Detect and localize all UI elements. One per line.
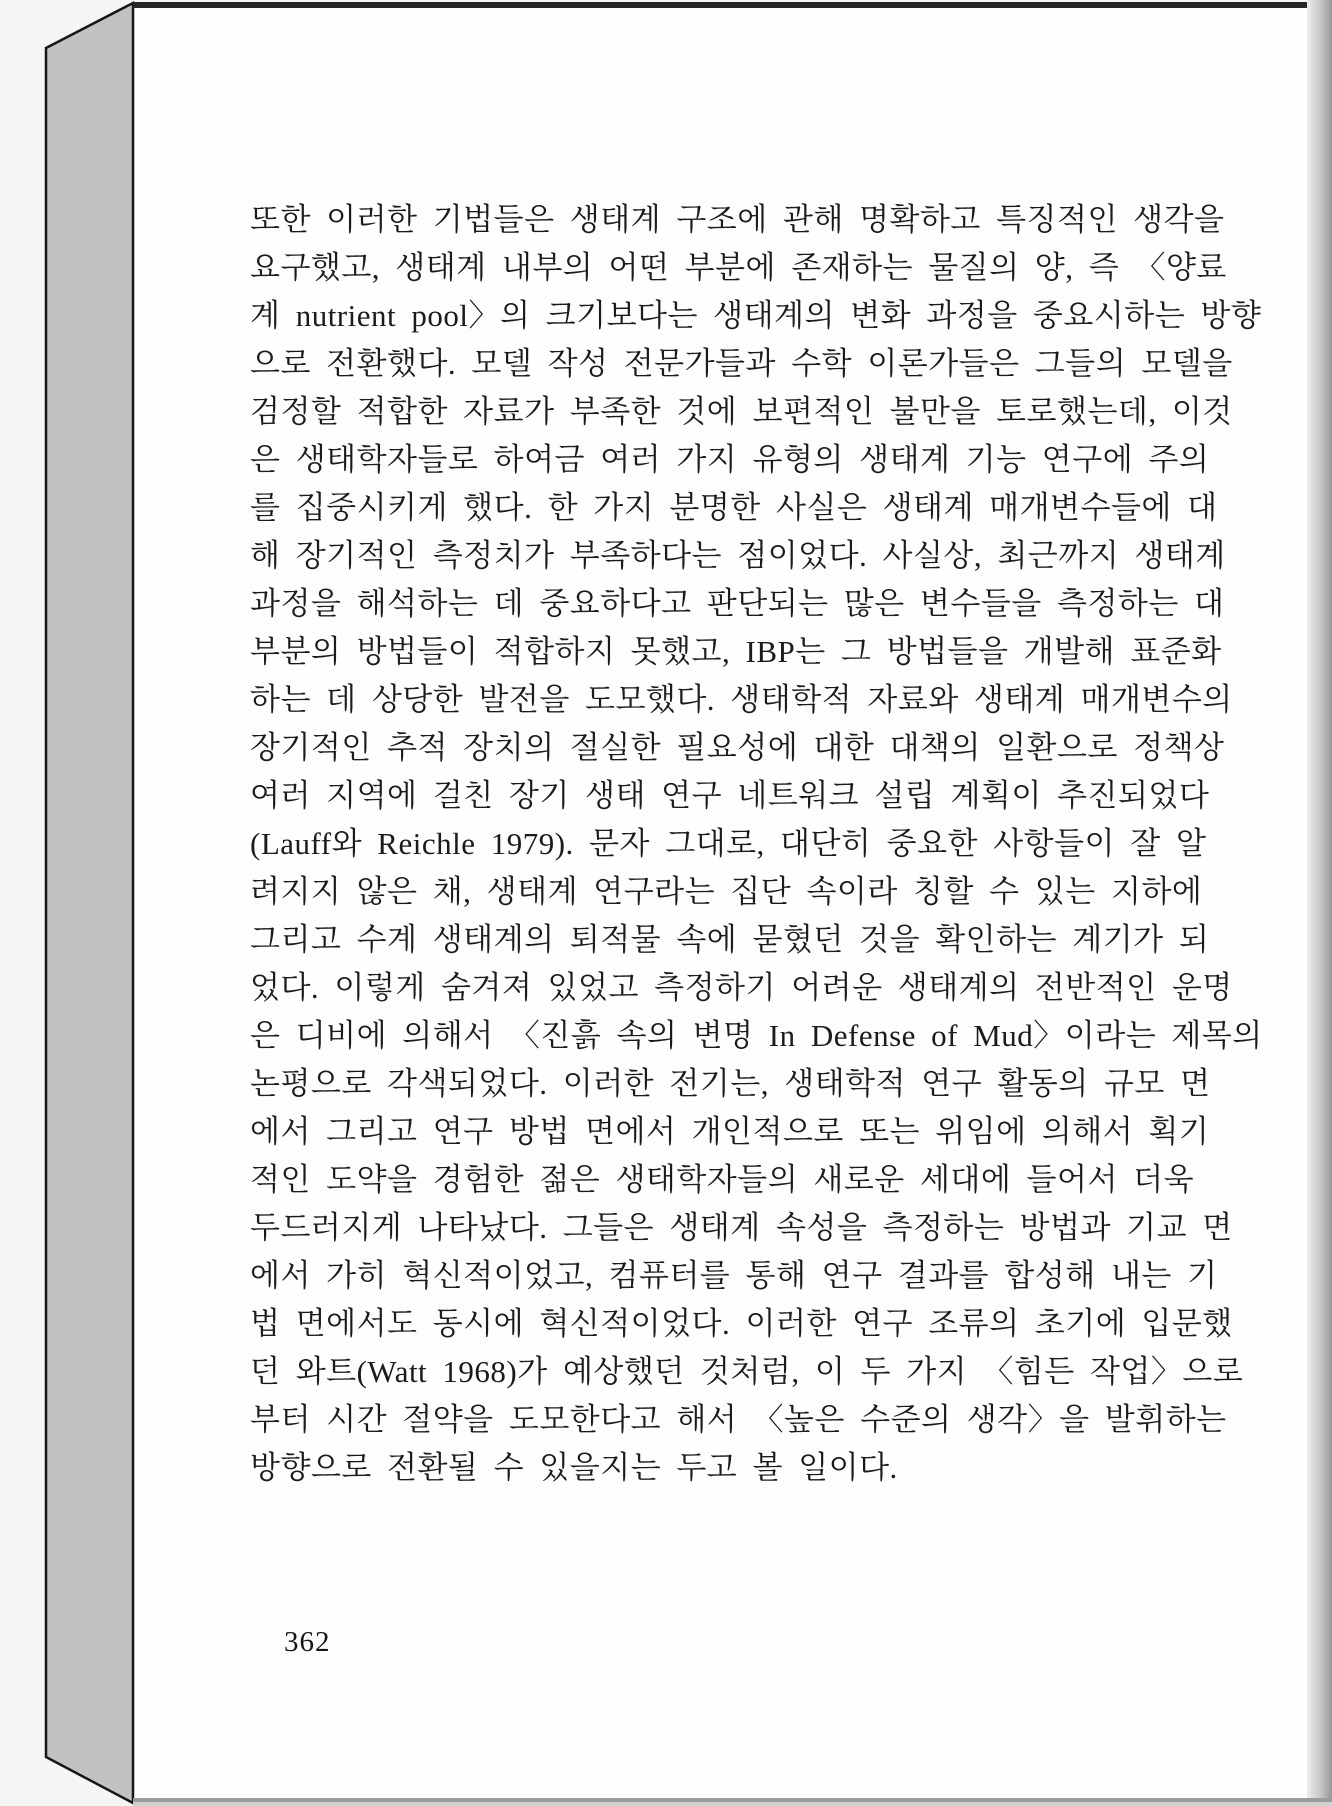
right-shadow — [1307, 0, 1332, 1806]
text-line: 를 집중시키게 했다. 한 가지 분명한 사실은 생태계 매개변수들에 대 — [250, 490, 1218, 525]
text-line: 부분의 방법들이 적합하지 못했고, IBP는 그 방법들을 개발해 표준화 — [250, 634, 1222, 669]
text-line: 계 nutrient pool〉의 크기보다는 생태계의 변화 과정을 중요시하는 방향 — [250, 298, 1262, 333]
text-line: 법 면에서도 동시에 혁신적이었다. 이러한 연구 조류의 초기에 입문했 — [250, 1306, 1233, 1341]
text-line: 려지지 않은 채, 생태계 연구라는 집단 속이라 칭할 수 있는 지하에 — [250, 874, 1203, 909]
text-line: 해 장기적인 측정치가 부족하다는 점이었다. 사실상, 최근까지 생태계 — [250, 538, 1226, 573]
text-line: 여러 지역에 걸친 장기 생태 연구 네트워크 설립 계획이 추진되었다 — [250, 778, 1210, 813]
text-line: 장기적인 추적 장치의 절실한 필요성에 대한 대책의 일환으로 정책상 — [250, 730, 1225, 765]
text-line: 적인 도약을 경험한 젊은 생태학자들의 새로운 세대에 들어서 더욱 — [250, 1162, 1195, 1197]
bottom-shadow — [133, 1798, 1332, 1802]
text-line: 그리고 수계 생태계의 퇴적물 속에 묻혔던 것을 확인하는 계기가 되 — [250, 922, 1210, 957]
text-line: 방향으로 전환될 수 있을지는 두고 볼 일이다. — [250, 1450, 898, 1485]
text-line: (Lauff와 Reichle 1979). 문자 그대로, 대단히 중요한 사항들이 잘 알 — [250, 826, 1207, 861]
page-block-edge — [46, 3, 133, 1803]
text-line: 부터 시간 절약을 도모한다고 해서 〈높은 수준의 생각〉을 발휘하는 — [250, 1402, 1227, 1437]
page-number: 362 — [284, 1626, 331, 1658]
page-top-edge — [133, 2, 1307, 8]
body-text — [250, 196, 1263, 1492]
text-line: 하는 데 상당한 발전을 도모했다. 생태학적 자료와 생태계 매개변수의 — [250, 682, 1233, 717]
text-line: 에서 그리고 연구 방법 면에서 개인적으로 또는 위임에 의해서 획기 — [250, 1114, 1210, 1149]
text-line: 또한 이러한 기법들은 생태계 구조에 관해 명확하고 특징적인 생각을 — [250, 202, 1225, 237]
bottom-shadow-light — [133, 1802, 1332, 1806]
text-line: 과정을 해석하는 데 중요하다고 판단되는 많은 변수들을 측정하는 대 — [250, 586, 1225, 621]
text-line: 은 디비에 의해서 〈진흙 속의 변명 In Defense of Mud〉이라는 제목의 — [250, 1018, 1263, 1053]
text-line: 은 생태학자들로 하여금 여러 가지 유형의 생태계 기능 연구에 주의 — [250, 442, 1210, 477]
text-line: 두드러지게 나타났다. 그들은 생태계 속성을 측정하는 방법과 기교 면 — [250, 1210, 1233, 1245]
text-line: 검정할 적합한 자료가 부족한 것에 보편적인 불만을 토로했는데, 이것 — [250, 394, 1233, 429]
text-line: 에서 가히 혁신적이었고, 컴퓨터를 통해 연구 결과를 합성해 내는 기 — [250, 1258, 1218, 1293]
text-line: 던 와트(Watt 1968)가 예상했던 것처럼, 이 두 가지 〈힘든 작업〉으로 — [250, 1354, 1244, 1389]
text-line: 논평으로 각색되었다. 이러한 전기는, 생태학적 연구 활동의 규모 면 — [250, 1066, 1211, 1101]
text-line: 요구했고, 생태계 내부의 어떤 부분에 존재하는 물질의 양, 즉 〈양료 — [250, 250, 1227, 285]
text-line: 으로 전환했다. 모델 작성 전문가들과 수학 이론가들은 그들의 모델을 — [250, 346, 1233, 381]
text-line: 었다. 이렇게 숨겨져 있었고 측정하기 어려운 생태계의 전반적인 운명 — [250, 970, 1233, 1005]
